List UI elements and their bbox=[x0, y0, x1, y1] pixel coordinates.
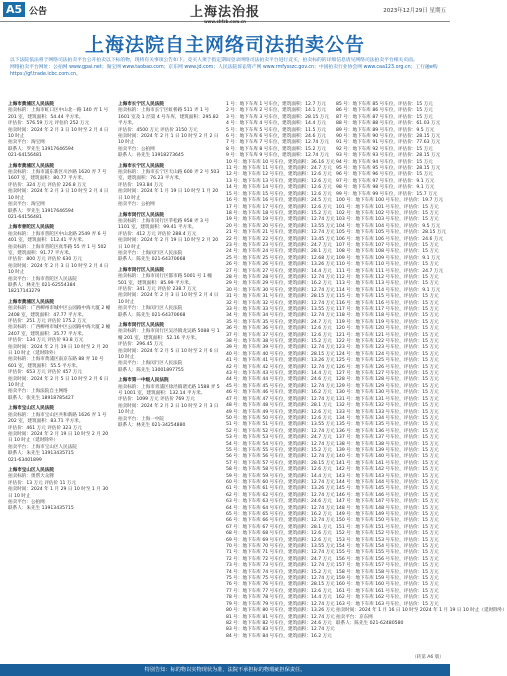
lot-line: 61 号：地下车库 61 号车位，建筑面积：13.26 万元 bbox=[226, 486, 335, 492]
auction-detail-line: 18217143279 bbox=[8, 289, 41, 295]
lot-line: 联系人：陈先生 021-62480580 bbox=[336, 620, 404, 626]
lot-line: 123 号：地下车库 123 号车位，评估价：15 万元 bbox=[336, 345, 439, 351]
lot-line: 139 号：地下车库 139 号车位，评估价：15 万元 bbox=[336, 447, 439, 453]
lot-line: 103 号：地下车库 103 号车位，评估价：15 万元 bbox=[336, 217, 439, 223]
lot-line: 82 号：地下车库 82 号车位，建筑面积：24.6 万元 bbox=[226, 620, 332, 626]
lot-line: 136 号：地下车库 136 号车位，评估价：15 万元 bbox=[336, 428, 439, 434]
lot-line: 4 号：地下车库 4 号车位，建筑面积：14.4 万元 bbox=[226, 121, 327, 127]
lot-line: 104 号：地下车库 104 号车位，评估价：9.5 万元 bbox=[336, 223, 441, 229]
auction-columns bbox=[8, 102, 507, 660]
lot-line: 21 号：地下车库 21 号车位，建筑面积：12.74 万元 bbox=[226, 230, 335, 236]
auction-item bbox=[118, 213, 222, 264]
auction-detail-line: 联系人：罗先生 13917646594 bbox=[8, 208, 74, 214]
auction-detail-line: 拍卖时间：2024 年 1 月 29 日 10 时至 1 月 30 日 10 时止 bbox=[8, 487, 109, 499]
lot-line: 84 号：地下车库 84 号车位，建筑面积：16.2 万元 bbox=[226, 633, 332, 639]
block-spacer bbox=[8, 513, 112, 517]
auction-detail-line: 联系人：林先生 021-62554384 bbox=[8, 282, 76, 288]
intro-paragraph: 网络拍卖平台网址：公拍网 www.gpai.net；淘宝网 www.taobao.com；京东网 www.jd.com；人民法院诉讼资产网 www.rmfysszc.gov.cn；中国拍卖行业协会网 www.caa123.org.cn；工行融e购 https://gf.trade.icbc.com.cn。 bbox=[10, 65, 438, 77]
lot-line: 89 号：地下车库 89 号车位，评估价：9.5 万元 bbox=[336, 127, 435, 133]
auction-detail-line: 拍卖平台：淘宝网 bbox=[8, 202, 45, 208]
lot-line: 19 号：地下车库 19 号车位，建筑面积：12.74 万元 bbox=[226, 217, 335, 223]
lot-line: 157 号：地下车库 157 号车位，评估价：15 万元 bbox=[336, 563, 439, 569]
lot-line: 59 号：地下车库 59 号车位，建筑面积：14.4 万元 bbox=[226, 473, 332, 479]
lot-line: 134 号：地下车库 134 号车位，评估价：15 万元 bbox=[336, 415, 439, 421]
lot-line: 53 号：地下车库 53 号车位，建筑面积：24.7 万元 bbox=[226, 435, 332, 441]
lot-line: 137 号：地下车库 137 号车位，评估价：15 万元 bbox=[336, 435, 439, 441]
lot-line: 129 号：地下车库 129 号车位，评估价：15 万元 bbox=[336, 383, 439, 389]
auction-detail-line: 拍卖标的：广西柳州市城中区公园路中海大厦 2 幢 2408 室，建筑面积：47.77 平方米。 bbox=[8, 306, 111, 318]
auction-detail-line: 拍卖平台：公拍网 bbox=[118, 202, 155, 208]
auction-detail-line: 拍卖标的：上海市青浦区徐泾镇诸光路 1588 弄 5 号 1001 室，建筑面积：132.14 平方米。 bbox=[118, 384, 220, 397]
lot-line: 12 号：地下车库 12 号车位，建筑面积：12.6 万元 bbox=[226, 172, 332, 178]
lot-line: 3 号：地下车库 3 号车位，建筑面积：28.15 万元 bbox=[226, 114, 329, 120]
lot-line: 155 号：地下车库 155 号车位，评估价：15 万元 bbox=[336, 550, 439, 556]
lot-line: 122 号：地下车库 122 号车位，评估价：15 万元 bbox=[336, 339, 439, 345]
lot-line: 140 号：地下车库 140 号车位，评估价：15 万元 bbox=[336, 454, 439, 460]
lot-line: 131 号：地下车库 131 号车位，评估价：15 万元 bbox=[336, 396, 439, 402]
court-name: 上海市宝山区人民法院 bbox=[8, 467, 54, 473]
intro-notice bbox=[10, 57, 440, 78]
lot-line: 112 号：地下车库 112 号车位，评估价：15 万元 bbox=[336, 274, 439, 280]
lot-line: 13 号：地下车库 13 号车位，建筑面积：12.6 万元 bbox=[226, 178, 332, 184]
auction-detail-line: 评估价：296.45 万元 bbox=[118, 342, 164, 348]
lot-line: 81 号：地下车库 81 号车位，建筑面积：12.74 万元 bbox=[226, 614, 335, 620]
lot-line: 93 号：地下车库 93 号车位，评估价：28.15 万元 bbox=[336, 153, 441, 159]
auction-detail-line: 拍卖标的：上海市普陀区真华路 55 弄 1 号 502 室，建筑面积：91.77 平方米。 bbox=[8, 244, 107, 256]
lot-line: 91 号：地下车库 91 号车位，评估价：77.63 万元 bbox=[336, 140, 441, 146]
lot-line: 18 号：地下车库 18 号车位，建筑面积：15.2 万元 bbox=[226, 210, 332, 216]
lot-line: 50 号：地下车库 50 号车位，建筑面积：12.6 万元 bbox=[226, 415, 332, 421]
auction-detail-line: 联系人：罗先生 13917646594 bbox=[8, 146, 74, 152]
lot-line: 158 号：地下车库 158 号车位，评估价：15 万元 bbox=[336, 569, 439, 575]
lot-line: 76 号：地下车库 76 号车位，建筑面积：28.15 万元 bbox=[226, 582, 335, 588]
lot-line: 40 号：地下车库 40 号车位，建筑面积：28.15 万元 bbox=[226, 351, 335, 357]
court-name: 上海市闵行区人民法院 bbox=[118, 267, 164, 273]
auction-detail-line: 拍卖平台：公拍网 bbox=[118, 146, 155, 152]
lot-line: 31 号：地下车库 31 号车位，建筑面积：28.15 万元 bbox=[226, 294, 335, 300]
auction-detail-line: 拍卖平台：淘宝网 bbox=[8, 140, 45, 146]
lot-line: 86 号：地下车库 86 号车位，评估价：15 万元 bbox=[336, 108, 433, 114]
lot-line: 68 号：地下车库 68 号车位，建筑面积：12.6 万元 bbox=[226, 531, 332, 537]
auction-detail-line: 拍卖平台：上海一中院 bbox=[118, 416, 164, 422]
auction-detail-line: 拍卖时间：2024 年 2 月 19 日 10 时至 2 月 20 日 10 时止（延时除外） bbox=[8, 431, 109, 444]
lot-line: 144 号：地下车库 144 号车位，评估价：15 万元 bbox=[336, 479, 439, 485]
lot-line: 71 号：地下车库 71 号车位，建筑面积：12.74 万元 bbox=[226, 550, 335, 556]
lot-line: 34 号：地下车库 34 号车位，建筑面积：12.74 万元 bbox=[226, 313, 335, 319]
lot-line: 48 号：地下车库 48 号车位，建筑面积：28.1 万元 bbox=[226, 403, 332, 409]
auction-detail-line: 拍卖标的：上海市长宁区虹桥路 511 弄 1 号 1601 室及 1 层第 4 号车库，建筑面积：295.82 平方米。 bbox=[118, 108, 219, 127]
auction-detail-line: 联系人：陈先生 021-64370668 bbox=[118, 312, 186, 318]
lot-line: 42 号：地下车库 42 号车位，建筑面积：12.74 万元 bbox=[226, 364, 335, 370]
auction-detail-line: 评估价：412 万元 评估价 288.4 万元 bbox=[118, 231, 197, 237]
lot-line: 69 号：地下车库 69 号车位，建筑面积：12.6 万元 bbox=[226, 537, 332, 543]
auction-item bbox=[336, 102, 507, 627]
lot-line: 65 号：地下车库 65 号车位，建筑面积：16.2 万元 bbox=[226, 512, 332, 517]
lot-line: 22 号：地下车库 22 号车位，建筑面积：13.45 万元 bbox=[226, 236, 335, 242]
auction-detail-line: 拍卖平台：上海市普陀区人民法院 bbox=[8, 276, 77, 282]
lot-line: 127 号：地下车库 127 号车位，评估价：15 万元 bbox=[336, 371, 439, 377]
lot-line: 145 号：地下车库 145 号车位，评估价：15 万元 bbox=[336, 486, 439, 492]
lot-line: 130 号：地下车库 130 号车位，评估价：15 万元 bbox=[336, 390, 439, 396]
lot-line: 33 号：地下车库 33 号车位，建筑面积：13.55 万元 bbox=[226, 307, 335, 312]
auction-detail-line: 拍卖时间：2024 年 2 月 2 日 10 时至 2 月 3 日 10 时止 bbox=[118, 403, 219, 416]
auction-detail-line: 拍卖时间：2024 年 2 月 5 日 10 时至 2 月 6 日 10 时止 bbox=[8, 376, 109, 389]
lot-line: 36 号：地下车库 36 号车位，建筑面积：12.6 万元 bbox=[226, 326, 332, 332]
lot-line: 67 号：地下车库 67 号车位，建筑面积：28.1 万元 bbox=[226, 524, 332, 530]
lot-line: 128 号：地下车库 128 号车位，评估价：15 万元 bbox=[336, 377, 439, 383]
lot-line: 161 号：地下车库 161 号车位，评估价：15 万元 bbox=[336, 588, 439, 594]
auction-detail-line: 拍卖平台：上海市宝山区人民法院 bbox=[8, 444, 77, 450]
lot-line: 133 号：地下车库 133 号车位，评估价：15 万元 bbox=[336, 409, 439, 415]
auction-detail-line: 拍卖时间：2024 年 2 月 3 日 10 时至 2 月 4 日 10 时止 bbox=[8, 189, 109, 201]
lot-line: 132 号：地下车库 132 号车位，评估价：15 万元 bbox=[336, 403, 439, 409]
section-name: 公告 bbox=[29, 7, 48, 17]
lot-line: 142 号：地下车库 142 号车位，评估价：15 万元 bbox=[336, 467, 439, 473]
auction-detail-line: 拍卖标的：上海市浦东新区川沙路 1620 弄 7 号 1607 室，建筑面积：80.77 平方米。 bbox=[8, 170, 107, 182]
lot-line: 92 号：地下车库 92 号车位，评估价：15 万元 bbox=[336, 146, 433, 152]
page-number-tag: A5 bbox=[3, 2, 25, 17]
auction-detail-line: 评估价：134 万元 评估价 93.8 万元 bbox=[8, 338, 84, 344]
auction-item bbox=[8, 225, 112, 295]
lot-line: 拍卖时间：2024 年 1 月 16 日 10 时至 2024 年 1 月 19 日 10 时止（延时除外） bbox=[336, 608, 507, 614]
continued-note: （转第 A6 版） bbox=[412, 655, 444, 660]
issue-date: 2023年12月29日 星期五 bbox=[383, 8, 446, 14]
lot-line: 125 号：地下车库 125 号车位，评估价：15 万元 bbox=[336, 358, 439, 364]
auction-detail-line: 拍卖标的：广西柳州市城中区公园路中海大厦 2 幢 2407 室，建筑面积：35.77 平方米。 bbox=[8, 325, 111, 337]
lot-line: 154 号：地下车库 154 号车位，评估价：15 万元 bbox=[336, 544, 439, 550]
auction-detail-line: 拍卖时间：2024 年 2 月 3 日 10 时至 2 月 4 日 10 时止 bbox=[8, 263, 109, 276]
auction-detail-line: 拍卖时间：2024 年 2 月 3 日 10 时至 2 月 4 日 10 时止 bbox=[118, 293, 219, 305]
lot-line: 149 号：地下车库 149 号车位，评估价：15 万元 bbox=[336, 512, 439, 517]
column-3 bbox=[226, 102, 335, 660]
lot-line: 10 号：地下车库 10 号车位，建筑面积：36.16 万元 bbox=[226, 159, 335, 165]
lot-line: 119 号：地下车库 119 号车位，评估价：15 万元 bbox=[336, 319, 439, 325]
auction-detail-line: 联系人：林先生 021-34254880 bbox=[118, 423, 186, 429]
lot-line: 159 号：地下车库 159 号车位，评估价：15 万元 bbox=[336, 576, 439, 582]
lot-line: 15 号：地下车库 15 号车位，建筑面积：12.6 万元 bbox=[226, 191, 332, 197]
lot-line: 8 号：地下车库 8 号车位，建筑面积：15.2 万元 bbox=[226, 146, 327, 152]
masthead-url: www.shfzb.com.cn bbox=[203, 19, 247, 24]
auction-detail-line: 评估价：193.84 万元 bbox=[118, 182, 164, 188]
lot-line: 9 号：地下车库 9 号车位，建筑面积：12.74 万元 bbox=[226, 153, 329, 159]
lot-line: 66 号：地下车库 66 号车位，建筑面积：12.74 万元 bbox=[226, 518, 335, 524]
lot-line: 126 号：地下车库 126 号车位，评估价：15 万元 bbox=[336, 364, 439, 370]
lot-line: 97 号：地下车库 97 号车位，评估价：9.1 万元 bbox=[336, 178, 435, 184]
lot-line: 147 号：地下车库 147 号车位，评估价：15 万元 bbox=[336, 499, 439, 505]
lot-line: 20 号：地下车库 20 号车位，建筑面积：13.55 万元 bbox=[226, 223, 335, 229]
lot-line: 152 号：地下车库 152 号车位，评估价：15 万元 bbox=[336, 531, 439, 537]
lot-line: 109 号：地下车库 109 号车位，评估价：9.1 万元 bbox=[336, 255, 441, 261]
auction-detail-line: 021-64156481 bbox=[8, 153, 42, 159]
lot-line: 75 号：地下车库 75 号车位，建筑面积：12.74 万元 bbox=[226, 576, 335, 582]
lot-line: 38 号：地下车库 38 号车位，建筑面积：15.2 万元 bbox=[226, 339, 332, 345]
lot-line: 118 号：地下车库 118 号车位，评估价：15 万元 bbox=[336, 313, 439, 319]
lot-line: 27 号：地下车库 27 号车位，建筑面积：14.4 万元 bbox=[226, 268, 332, 274]
lot-line: 11 号：地下车库 11 号车位，建筑面积：24.7 万元 bbox=[226, 166, 332, 172]
auction-detail-line: 021-63401899 bbox=[8, 457, 42, 463]
lot-line: 99 号：地下车库 99 号车位，评估价：15.7 万元 bbox=[336, 191, 438, 197]
lot-line: 64 号：地下车库 64 号车位，建筑面积：12.74 万元 bbox=[226, 505, 335, 511]
intro-paragraph: 以下法院依法将于网络司法拍卖平台公开拍卖以下标的物，现将有关事项公告如下。竞买人须于指定期间登录网络司法拍卖平台进行竞买，拍卖标的的详细信息请见网络司法拍卖平台相关页面。 bbox=[10, 58, 418, 63]
lot-line: 52 号：地下车库 52 号车位，建筑面积：12.74 万元 bbox=[226, 428, 335, 434]
court-name: 上海市长宁区人民法院 bbox=[118, 163, 164, 169]
auction-detail-line: 拍卖标的：上海市黄浦区南京东路 88 弄 10 号 601 室，建筑面积：55.5 平方米。 bbox=[8, 357, 104, 369]
auction-detail-line: 拍卖平台：上海闵行区人民法院 bbox=[118, 306, 183, 312]
auction-detail-line: 联系人：孙先生 13918273645 bbox=[118, 153, 184, 159]
column-2 bbox=[118, 102, 222, 660]
lot-line: 148 号：地下车库 148 号车位，评估价：15 万元 bbox=[336, 505, 439, 511]
auction-detail-line: 拍卖标的：上海市虹口区中山北一路 140 弄 1 号 201 室，建筑面积：54.44 平方米。 bbox=[8, 108, 109, 120]
auction-detail-line: 评估价：800 万元 评估价 630 万元 bbox=[8, 257, 82, 263]
auction-detail-line: 评估价：13 万元 评估价 11 万元 bbox=[8, 480, 77, 486]
auction-detail-line: 拍卖平台：上海闵行区人民法院 bbox=[118, 250, 183, 256]
lot-line: 54 号：地下车库 54 号车位，建筑面积：12.74 万元 bbox=[226, 441, 335, 447]
lot-line: 114 号：地下车库 114 号车位，评估价：9.1 万元 bbox=[336, 287, 441, 293]
lot-line: 23 号：地下车库 23 号车位，建筑面积：24.7 万元 bbox=[226, 242, 332, 248]
page-header bbox=[0, 0, 450, 22]
auction-item bbox=[8, 300, 112, 403]
auction-detail-line: 评估价：653 万元 评估价 457 万元 bbox=[8, 370, 82, 376]
lot-line: 141 号：地下车库 141 号车位，评估价：15 万元 bbox=[336, 460, 439, 466]
lot-line: 113 号：地下车库 113 号车位，评估价：15 万元 bbox=[336, 281, 439, 287]
lot-line: 45 号：地下车库 45 号车位，建筑面积：12.74 万元 bbox=[226, 383, 335, 389]
lot-line: 153 号：地下车库 153 号车位，评估价：15 万元 bbox=[336, 537, 439, 543]
court-name: 上海市普陀区人民法院 bbox=[8, 225, 54, 231]
lot-line: 6 号：地下车库 6 号车位，建筑面积：24.6 万元 bbox=[226, 134, 327, 140]
auction-detail-line: 拍卖时间：2024 年 1 月 19 日 10 时至 1 月 20 日 10 时止 bbox=[118, 189, 219, 201]
auction-item bbox=[118, 164, 222, 209]
lot-line: 79 号：地下车库 79 号车位，建筑面积：12.74 万元 bbox=[226, 601, 335, 607]
lot-line: 87 号：地下车库 87 号车位，评估价：15 万元 bbox=[336, 114, 433, 120]
lot-line: 108 号：地下车库 108 号车位，评估价：15 万元 bbox=[336, 249, 439, 255]
auction-detail-line: 拍卖标的：上海市长宁区天山路 600 弄 2 号 503 室，建筑面积：76.23 平方米。 bbox=[118, 170, 220, 182]
auction-detail-line: 拍卖平台：公拍网 bbox=[8, 499, 45, 505]
auction-item bbox=[118, 378, 222, 429]
lot-line: 146 号：地下车库 146 号车位，评估价：15 万元 bbox=[336, 492, 439, 498]
lot-line: 100 号：地下车库 100 号车位，评估价：19.7 万元 bbox=[336, 198, 444, 204]
lot-line: 121 号：地下车库 121 号车位，评估价：15 万元 bbox=[336, 332, 439, 338]
lot-line: 5 号：地下车库 5 号车位，建筑面积：11.5 万元 bbox=[226, 127, 327, 133]
lot-line: 35 号：地下车库 35 号车位，建筑面积：24.7 万元 bbox=[226, 319, 332, 325]
lot-line: 106 号：地下车库 106 号车位，评估价：24.6 万元 bbox=[336, 236, 444, 242]
lot-line: 51 号：地下车库 51 号车位，建筑面积：13.55 万元 bbox=[226, 422, 335, 428]
auction-item bbox=[118, 323, 222, 374]
lot-line: 1 号：地下车库 1 号车位，建筑面积：12.7 万元 bbox=[226, 102, 327, 107]
lot-line: 143 号：地下车库 143 号车位，评估价：15 万元 bbox=[336, 473, 439, 479]
lot-line: 90 号：地下车库 90 号车位，评估价：28.15 万元 bbox=[336, 134, 441, 140]
auction-detail-line: 联系人：张先生 18918785427 bbox=[8, 395, 74, 401]
auction-detail-line: 拍卖标的：上海市宝山区共和新路 1626 弄 1 号 202 室，建筑面积：83.71 平方米。 bbox=[8, 412, 107, 425]
lot-line: 101 号：地下车库 101 号车位，评估价：15 万元 bbox=[336, 204, 439, 210]
lot-line: 96 号：地下车库 96 号车位，评估价：15 万元 bbox=[336, 172, 433, 178]
court-name: 上海市宝山区人民法院 bbox=[8, 406, 54, 412]
auction-detail-line: 拍卖时间：2024 年 2 月 19 日 10 时至 2 月 20 日 10 时止（延时除外） bbox=[8, 344, 109, 357]
auction-detail-line: 拍卖时间：2024 年 2 月 1 日 10 时至 2 月 2 日 10 时止 bbox=[118, 134, 219, 146]
block-spacer bbox=[118, 430, 222, 434]
lot-line: 111 号：地下车库 111 号车位，评估价：24.7 万元 bbox=[336, 268, 444, 274]
auction-detail-line: 评估价：461 万元 评估价 323 万元 bbox=[8, 425, 82, 431]
lot-line: 73 号：地下车库 73 号车位，建筑面积：12.74 万元 bbox=[226, 563, 335, 569]
auction-item bbox=[8, 468, 112, 513]
lot-line: 拍卖平台：京东网 bbox=[336, 614, 373, 620]
lot-line: 41 号：地下车库 41 号车位，建筑面积：13.26 万元 bbox=[226, 358, 335, 364]
lot-line: 160 号：地下车库 160 号车位，评估价：15 万元 bbox=[336, 582, 439, 588]
lot-line: 28 号：地下车库 28 号车位，建筑面积：12.74 万元 bbox=[226, 274, 335, 280]
lot-line: 25 号：地下车库 25 号车位，建筑面积：12.68 万元 bbox=[226, 255, 335, 261]
lot-line: 163 号：地下车库 163 号车位，评估价：15 万元 bbox=[336, 601, 439, 607]
auction-detail-line: 拍卖时间：2024 年 2 月 3 日 10 时至 2 月 4 日 10 时止 bbox=[8, 127, 109, 140]
auction-item bbox=[226, 102, 335, 640]
lot-line: 62 号：地下车库 62 号车位，建筑面积：12.74 万元 bbox=[226, 492, 335, 498]
lot-line: 44 号：地下车库 44 号车位，建筑面积：24.6 万元 bbox=[226, 377, 332, 383]
lot-line: 115 号：地下车库 115 号车位，评估价：15 万元 bbox=[336, 294, 439, 300]
auction-item bbox=[118, 102, 222, 160]
auction-detail-line: 评估价：1099 万元 评估价 769 万元 bbox=[118, 397, 195, 403]
lot-line: 116 号：地下车库 116 号车位，评估价：15 万元 bbox=[336, 300, 439, 306]
lot-line: 24 号：地下车库 24 号车位，建筑面积：28.1 万元 bbox=[226, 249, 332, 255]
auction-detail-line: 拍卖标的：奥帮大众牌 bbox=[8, 474, 54, 480]
block-spacer bbox=[226, 640, 332, 644]
auction-detail-line: 联系人：陈先生 13001897755 bbox=[118, 367, 184, 373]
lot-line: 77 号：地下车库 77 号车位，建筑面积：12.6 万元 bbox=[226, 588, 332, 594]
footer-notice: 特别告知：标的物以实物现状为准，法院不承担标的物瑕疵担保责任。 bbox=[0, 664, 450, 676]
lot-line: 30 号：地下车库 30 号车位，建筑面积：12.74 万元 bbox=[226, 287, 335, 293]
lot-line: 70 号：地下车库 70 号车位，建筑面积：13.55 万元 bbox=[226, 544, 335, 550]
lot-line: 95 号：地下车库 95 号车位，评估价：28.15 万元 bbox=[336, 166, 441, 172]
lot-line: 55 号：地下车库 55 号车位，建筑面积：15.2 万元 bbox=[226, 447, 332, 453]
lot-line: 94 号：地下车库 94 号车位，评估价：15 万元 bbox=[336, 159, 433, 165]
auction-detail-line: 021-64156481 bbox=[8, 214, 42, 220]
court-name: 上海市第一中级人民法院 bbox=[118, 378, 169, 384]
lot-line: 57 号：地下车库 57 号车位，建筑面积：28.15 万元 bbox=[226, 460, 335, 466]
lot-line: 60 号：地下车库 60 号车位，建筑面积：12.74 万元 bbox=[226, 479, 335, 485]
column-4 bbox=[336, 102, 507, 660]
auction-detail-line: 联系人：朱先生 13913435715 bbox=[8, 451, 74, 457]
lot-line: 43 号：地下车库 43 号车位，建筑面积：14.4 万元 bbox=[226, 371, 332, 377]
lot-line: 98 号：地下车库 98 号车位，评估价：9.1 万元 bbox=[336, 185, 435, 191]
lot-line: 88 号：地下车库 88 号车位，评估价：61.03 万元 bbox=[336, 121, 441, 127]
auction-detail-line: 评估价：576.59 万元 评估价 252 万元 bbox=[8, 121, 90, 127]
court-name: 上海市黄浦区人民法院 bbox=[8, 163, 54, 169]
lot-line: 110 号：地下车库 110 号车位，评估价：15 万元 bbox=[336, 262, 439, 268]
lot-line: 7 号：地下车库 7 号车位，建筑面积：12.74 万元 bbox=[226, 140, 329, 146]
auction-detail-line: 评估价：251 万元 评估价 175.2 万元 bbox=[8, 319, 87, 324]
auction-detail-line: 评估价：4500 万元 评估价 3150 万元 bbox=[118, 127, 198, 133]
lot-line: 80 号：地下车库 80 号车位，建筑面积：13.26 万元 bbox=[226, 608, 335, 614]
lot-line: 83 号：地下车库 83 号车位，建筑面积：12.74 万元 bbox=[226, 627, 335, 633]
lot-line: 74 号：地下车库 74 号车位，建筑面积：15.2 万元 bbox=[226, 569, 332, 575]
lot-line: 135 号：地下车库 135 号车位，评估价：15 万元 bbox=[336, 422, 439, 428]
lot-line: 63 号：地下车库 63 号车位，建筑面积：24.6 万元 bbox=[226, 499, 332, 505]
lot-line: 49 号：地下车库 49 号车位，建筑面积：12.6 万元 bbox=[226, 409, 332, 415]
auction-detail-line: 拍卖时间：2024 年 2 月 5 日 10 时至 2 月 6 日 10 时止 bbox=[118, 348, 219, 361]
court-name: 上海市闵行区人民法院 bbox=[118, 212, 164, 218]
auction-item bbox=[8, 102, 112, 160]
court-name: 上海市黄浦区人民法院 bbox=[8, 299, 54, 305]
lot-line: 120 号：地下车库 120 号车位，评估价：15 万元 bbox=[336, 326, 439, 332]
block-spacer bbox=[336, 627, 444, 631]
lot-line: 2 号：地下车库 2 号车位，建筑面积：14.1 万元 bbox=[226, 108, 327, 114]
lot-line: 162 号：地下车库 162 号车位，评估价：15 万元 bbox=[336, 595, 439, 601]
lot-line: 78 号：地下车库 78 号车位，建筑面积：14.4 万元 bbox=[226, 595, 332, 601]
auction-detail-line: 评估价：324 万元 评估价 226.8 万元 bbox=[8, 182, 87, 188]
auction-detail-line: 拍卖标的：上海市闵行区莘松路 958 弄 3 号 1101 室，建筑面积：99.41 平方米。 bbox=[118, 218, 210, 231]
auction-detail-line: 拍卖时间：2024 年 2 月 19 日 10 时至 2 月 20 日 10 时止 bbox=[118, 238, 219, 250]
lot-line: 72 号：地下车库 72 号车位，建筑面积：24.7 万元 bbox=[226, 556, 332, 562]
lot-line: 46 号：地下车库 46 号车位，建筑面积：16.2 万元 bbox=[226, 390, 332, 396]
lot-line: 151 号：地下车库 151 号车位，评估价：15 万元 bbox=[336, 524, 439, 530]
lot-line: 47 号：地下车库 47 号车位，建筑面积：12.74 万元 bbox=[226, 396, 335, 402]
lot-line: 138 号：地下车库 138 号车位，评估价：15 万元 bbox=[336, 441, 439, 447]
lot-line: 16 号：地下车库 16 号车位，建筑面积：24.5 万元 bbox=[226, 198, 332, 204]
lot-line: 156 号：地下车库 156 号车位，评估价：15 万元 bbox=[336, 556, 439, 562]
auction-detail-line: 拍卖平台：上海闵行区人民法院 bbox=[118, 361, 183, 367]
lot-line: 26 号：地下车库 26 号车位，建筑面积：13.26 万元 bbox=[226, 262, 335, 268]
lot-line: 124 号：地下车库 124 号车位，评估价：15 万元 bbox=[336, 351, 439, 357]
lot-line: 37 号：地下车库 37 号车位，建筑面积：12.6 万元 bbox=[226, 332, 332, 338]
auction-detail-line: 联系人：朱先生 13913435715 bbox=[8, 506, 74, 512]
lot-line: 105 号：地下车库 105 号车位，评估价：28.15 万元 bbox=[336, 230, 447, 236]
auction-item bbox=[118, 268, 222, 319]
auction-item bbox=[8, 164, 112, 222]
court-name: 上海市闵行区人民法院 bbox=[118, 323, 164, 328]
lot-line: 39 号：地下车库 39 号车位，建筑面积：12.74 万元 bbox=[226, 345, 335, 351]
auction-detail-line: 评估价：341 万元 评估价 238.7 万元 bbox=[118, 286, 197, 292]
lot-line: 102 号：地下车库 102 号车位，评估价：15 万元 bbox=[336, 210, 439, 216]
column-1 bbox=[8, 102, 112, 660]
auction-detail-line: 拍卖标的：上海市闵行区都市路 5001 号 1 幢 501 室，建筑面积：85.99 平方米。 bbox=[118, 274, 212, 286]
auction-detail-line: 联系人：陈先生 021-64370668 bbox=[118, 257, 186, 263]
auction-detail-line: 拍卖标的：上海市闵行区吴泾镇龙吴路 5088 号 1 幢 201 室，建筑面积：52.16 平方米。 bbox=[118, 329, 220, 341]
masthead-title: 上海法治报 bbox=[189, 5, 260, 20]
lot-line: 17 号：地下车库 17 号车位，建筑面积：12.6 万元 bbox=[226, 204, 332, 210]
auction-item bbox=[8, 406, 112, 464]
lot-line: 107 号：地下车库 107 号车位，评估价：15 万元 bbox=[336, 242, 439, 248]
lot-line: 14 号：地下车库 14 号车位，建筑面积：12.6 万元 bbox=[226, 185, 332, 191]
auction-detail-line: 拍卖平台：上海法院自主网络 bbox=[8, 389, 68, 395]
lot-line: 85 号：地下车库 85 号车位，评估价：15 万元 bbox=[336, 102, 433, 107]
lot-line: 117 号：地下车库 117 号车位，评估价：15 万元 bbox=[336, 307, 439, 312]
lot-line: 58 号：地下车库 58 号车位，建筑面积：12.6 万元 bbox=[226, 467, 332, 473]
court-name: 上海市长宁区人民法院 bbox=[118, 102, 164, 107]
lot-line: 29 号：地下车库 29 号车位，建筑面积：16.2 万元 bbox=[226, 281, 332, 287]
lot-line: 150 号：地下车库 150 号车位，评估价：15 万元 bbox=[336, 518, 439, 524]
page-headline: 上海法院自主网络司法拍卖公告 bbox=[84, 34, 365, 56]
auction-detail-line: 拍卖标的：上海市普陀区中山北路 2549 弄 6 号 401 室，建筑面积：112.41 平方米。 bbox=[8, 231, 107, 244]
lot-line: 32 号：地下车库 32 号车位，建筑面积：12.74 万元 bbox=[226, 300, 335, 306]
lot-line: 56 号：地下车库 56 号车位，建筑面积：12.74 万元 bbox=[226, 454, 335, 460]
court-name: 上海市黄浦区人民法院 bbox=[8, 102, 54, 107]
